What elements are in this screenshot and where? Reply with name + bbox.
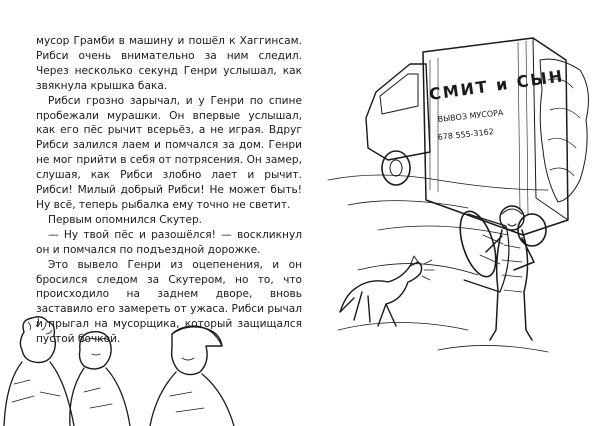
boys-illustration — [0, 312, 240, 426]
truck-lettering-name: СМИТ и СЫН — [427, 66, 566, 104]
paragraph: Рибси грозно зарычал, и у Генри по спине пробежали мурашки. Он впервые услышал, как его пёс рычит всерьёз, а не играя. Вдруг Рибси залился лаем и помчался за дом. Генри не мог прийти в себя от потрясения. Он замер, слушая, как Рибси злобно лает и рычит. Рибси! Милый добрый Рибси! Не может быть! Ну всё, теперь рыбалка ему точно не светит. — [36, 94, 302, 211]
truck-scene-illustration — [318, 30, 598, 360]
paragraph: Первым опомнился Скутер. — [48, 213, 203, 226]
truck-lettering-phone: 678 555-3162 — [437, 127, 495, 142]
paragraph: — Ну твой пёс и разошёлся! — воскликнул он и помчался по подъездной дорожке. — [36, 228, 302, 256]
truck-scene-drawing — [318, 30, 598, 360]
story-text-column — [36, 34, 302, 347]
boys-drawing — [0, 312, 240, 426]
paragraph: Это вывело Генри из оцепенения, и он бросился следом за Скутером, но то, что происходило на заднем дворе, вновь заставило его замереть от ужаса. Рибси рычал и прыгал на мусорщика, который защищался пустой бочкой. — [36, 258, 302, 346]
paragraph: мусор Грамби в машину и пошёл к Хаггинсам. Рибси очень внимательно за ним следил. Через несколько секунд Генри услышал, как звякнула крышка бака. — [36, 35, 302, 92]
truck-lettering-service: ВЫВОЗ МУСОРА — [437, 108, 504, 124]
